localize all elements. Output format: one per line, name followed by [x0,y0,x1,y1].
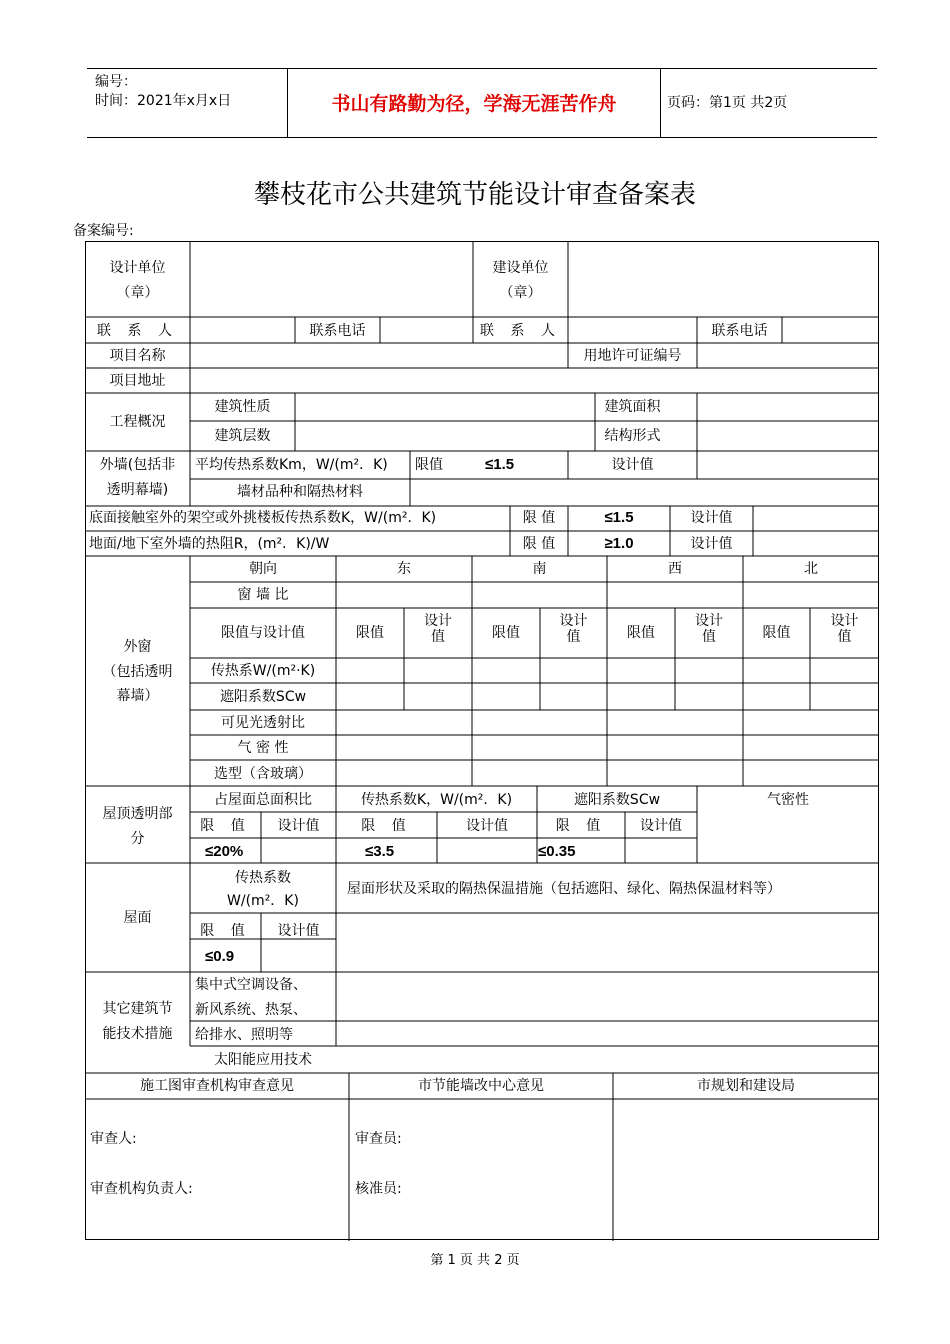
other-measures-label-line2: 能技术措施 [102,1026,173,1042]
header-meta [95,73,231,111]
shading-coef-label: 遮阳系数SCw [219,689,307,705]
other-measures-label-line1: 其它建筑节 [102,1001,173,1017]
build-unit-label: 建设单位 [492,260,549,276]
building-floors-label: 建筑层数 [214,428,271,444]
time-label: 时间：2021年x月x日 [95,93,232,109]
hvac-label-line3: 给排水、照明等 [195,1027,293,1043]
design-unit-label: 设计单位 [109,260,166,276]
visible-transmittance-label: 可见光透射比 [221,715,305,731]
ratio-design-label: 设计值 [277,818,320,834]
page-footer: 第 1 页 共 2 页 [430,1253,520,1268]
roof-transparent-label-line2: 分 [130,831,145,847]
planning-bureau-label: 市规划和建设局 [697,1078,795,1094]
overview-label: 工程概况 [109,414,166,430]
contact-label: 联 系 人 [97,323,178,339]
k-limit-label: 限 值 [361,818,412,834]
east-design-label: 设计 值 [424,613,452,645]
roof-k-coef-label: 传热系数K，W/(m²．K) [360,792,513,808]
south-limit-label: 限值 [492,625,520,641]
outer-wall-label-line2: 透明幕墙) [106,482,169,498]
ratio-limit-label: 限 值 [200,818,251,834]
roof-k-label-line1: 传热系数 [235,870,291,886]
floor-limit-label: 限 值 [522,510,556,526]
outer-wall-label-line1: 外墙(包括非 [99,457,176,473]
airtightness-label: 气 密 性 [237,740,289,756]
record-number-label: 备案编号: [73,223,134,239]
contact-label-2: 联 系 人 [480,323,561,339]
orientation-south: 南 [532,561,547,577]
energy-center-label: 市节能墙改中心意见 [418,1078,544,1094]
k-limit-value: ≤3.5 [365,843,395,860]
structure-label: 结构形式 [604,428,661,444]
limit-and-design-label: 限值与设计值 [221,625,305,641]
roof-label: 屋面 [123,910,152,926]
hvac-label-line2: 新风系统、热泵、 [195,1002,307,1018]
design-unit-seal: （章） [116,285,159,301]
page-number-label: 页码：第1页 共2页 [667,95,788,111]
ground-limit-value: ≥1.0 [604,535,634,552]
window-wall-ratio-label: 窗 墙 比 [237,587,289,603]
window-label-line1: 外窗 [123,639,152,655]
orientation-west: 西 [668,561,682,577]
motto: 书山有路勤为径，学海无涯苦作舟 [287,69,661,137]
ground-r-label: 地面/地下室外墙的热阻R，(m²．K)/W [89,536,330,552]
building-area-label: 建筑面积 [604,399,661,415]
roof-area-ratio-label: 占屋面总面积比 [214,792,312,808]
roof-limit-label: 限 值 [200,923,251,939]
project-address-label: 项目地址 [109,373,166,389]
page-header [87,68,877,138]
building-nature-label: 建筑性质 [214,399,271,415]
floor-design-label: 设计值 [690,510,733,526]
serial-label: 编号： [95,74,137,90]
wall-design-label: 设计值 [611,457,654,473]
sc-design-label: 设计值 [640,818,682,834]
wall-limit-label: 限值 [415,457,443,473]
ratio-limit-value: ≤20% [205,843,244,860]
build-unit-seal: （章） [499,285,542,301]
west-limit-label: 限值 [627,625,655,641]
k-design-label: 设计值 [466,818,508,834]
wall-limit-value: ≤1.5 [485,456,515,473]
window-label-line2: （包括透明 [102,664,173,680]
glass-type-label: 选型（含玻璃） [214,766,312,782]
ground-limit-label: 限 值 [522,536,556,552]
solar-label: 太阳能应用技术 [214,1052,312,1068]
floor-limit-value: ≤1.5 [604,509,634,526]
org-head-label: 审查机构负责人: [90,1181,193,1197]
roof-shading-label: 遮阳系数SCw [573,792,661,808]
roof-transparent-label-line1: 屋顶透明部 [102,806,173,822]
wall-material-label: 墙材品种和隔热材料 [237,484,363,500]
south-design-label: 设计 值 [559,613,588,645]
examiner-label: 审查员: [355,1131,402,1147]
north-design-label: 设计 值 [830,613,859,645]
floor-k-label: 底面接触室外的架空或外挑楼板传热系数K，W/(m²．K) [89,510,437,526]
sc-limit-label: 限 值 [555,818,607,834]
project-name-label: 项目名称 [109,348,166,364]
west-design-label: 设计 值 [695,613,723,645]
hvac-label-line1: 集中式空调设备、 [195,977,307,993]
roof-airtightness-label: 气密性 [767,792,809,808]
sc-limit-value: ≤0.35 [538,843,576,860]
reviewer-label: 审查人: [90,1131,137,1147]
document-title: 攀枝花市公共建筑节能设计审查备案表 [253,180,696,210]
east-limit-label: 限值 [356,625,384,641]
phone-label-2: 联系电话 [711,323,768,339]
land-permit-label: 用地许可证编号 [583,348,682,364]
roof-design-label: 设计值 [277,923,320,939]
roof-k-label-line2: W/(m²．K) [227,893,299,909]
window-k-label: 传热系W/(m²·K) [210,663,316,679]
window-label-line3: 幕墙） [116,688,159,704]
roof-measures-label: 屋面形状及采取的隔热保温措施（包括遮阳、绿化、隔热保温材料等） [347,881,781,897]
roof-limit-value: ≤0.9 [205,948,235,965]
north-limit-label: 限值 [762,625,791,641]
orientation-label: 朝向 [249,561,277,577]
orientation-east: 东 [397,561,411,577]
filing-form [85,241,879,1241]
orientation-north: 北 [804,561,818,577]
phone-label: 联系电话 [309,323,366,339]
ground-design-label: 设计值 [690,536,733,552]
avg-k-label: 平均传热系数Km，W/(m²．K) [195,457,388,473]
review-org-label: 施工图审查机构审查意见 [140,1078,294,1094]
approver-label: 核准员: [355,1181,402,1197]
